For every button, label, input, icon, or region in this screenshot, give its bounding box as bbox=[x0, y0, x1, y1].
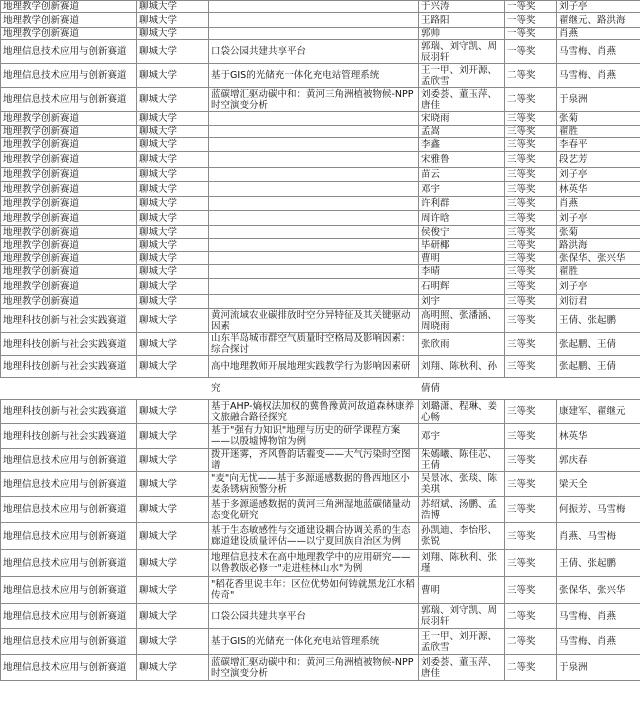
track-cell: 地理教学创新赛道 bbox=[1, 226, 137, 239]
table-row bbox=[1, 197, 640, 211]
award-level-cell: 三等奖 bbox=[505, 356, 557, 378]
project-title-cell: 高中地理教师开展地理实践教学行为影响因素研 bbox=[209, 356, 419, 378]
table-row bbox=[1, 577, 640, 604]
school-cell: 聊城大学 bbox=[137, 138, 209, 152]
table-row bbox=[1, 279, 640, 295]
track-cell: 地理科技创新与社会实践赛道 bbox=[1, 424, 137, 449]
award-level-cell: 三等奖 bbox=[505, 497, 557, 523]
award-level-cell: 三等奖 bbox=[505, 523, 557, 550]
advisor-cell: 何振芳、马雪梅 bbox=[557, 497, 640, 523]
members-cell: 于兴涛 bbox=[419, 1, 505, 13]
school-cell: 聊城大学 bbox=[137, 655, 209, 681]
school-cell: 聊城大学 bbox=[137, 88, 209, 112]
award-level-cell: 三等奖 bbox=[505, 138, 557, 152]
track-cell: 地理教学创新赛道 bbox=[1, 138, 137, 152]
award-level-cell: 三等奖 bbox=[505, 239, 557, 252]
track-cell: 地理信息技术应用与创新赛道 bbox=[1, 523, 137, 550]
members-cell: 倩倩 bbox=[419, 378, 505, 400]
advisor-cell: 刘子亭 bbox=[557, 279, 640, 295]
project-title-cell bbox=[209, 252, 419, 265]
project-title-cell: "麦"向无忧——基于多源遥感数据的鲁西地区小麦条锈病预警分析 bbox=[209, 472, 419, 497]
project-title-cell: 山东半岛城市群空气质量时空格局及影响因素：综合探讨 bbox=[209, 333, 419, 356]
table-row bbox=[1, 138, 640, 152]
advisor-cell: 刘子亭 bbox=[557, 211, 640, 226]
track-cell: 地理信息技术应用与创新赛道 bbox=[1, 604, 137, 629]
members-cell: 苏绍斌、汤鹏、孟浩博 bbox=[419, 497, 505, 523]
project-title-cell: 拨开迷雾，齐风鲁韵话霾变——大气污染时空图谱 bbox=[209, 449, 419, 472]
table-row bbox=[1, 182, 640, 197]
members-cell: 李鑫 bbox=[419, 138, 505, 152]
table-row bbox=[1, 168, 640, 182]
table-row bbox=[1, 13, 640, 28]
table-row bbox=[1, 1, 640, 13]
award-level-cell: 三等奖 bbox=[505, 152, 557, 168]
school-cell bbox=[137, 378, 209, 400]
school-cell: 聊城大学 bbox=[137, 333, 209, 356]
members-cell: 侯俊宁 bbox=[419, 226, 505, 239]
project-title-cell bbox=[209, 13, 419, 28]
track-cell: 地理科技创新与社会实践赛道 bbox=[1, 400, 137, 424]
project-title-cell: 基于GIS的光储充一体化充电站管理系统 bbox=[209, 629, 419, 655]
table-row bbox=[1, 252, 640, 265]
award-level-cell: 三等奖 bbox=[505, 309, 557, 333]
school-cell: 聊城大学 bbox=[137, 40, 209, 64]
track-cell: 地理信息技术应用与创新赛道 bbox=[1, 64, 137, 88]
members-cell: 孙凯迪、李怡彤、张锐 bbox=[419, 523, 505, 550]
award-level-cell: 三等奖 bbox=[505, 112, 557, 126]
school-cell: 聊城大学 bbox=[137, 309, 209, 333]
advisor-cell: 肖燕 bbox=[557, 197, 640, 211]
track-cell: 地理信息技术应用与创新赛道 bbox=[1, 550, 137, 577]
advisor-cell: 林英华 bbox=[557, 182, 640, 197]
advisor-cell: 于泉洲 bbox=[557, 655, 640, 681]
advisor-cell: 马雪梅、肖燕 bbox=[557, 604, 640, 629]
project-title-cell bbox=[209, 28, 419, 40]
award-level-cell: 二等奖 bbox=[505, 604, 557, 629]
table-row bbox=[1, 629, 640, 655]
members-cell: 曹明 bbox=[419, 577, 505, 604]
track-cell: 地理教学创新赛道 bbox=[1, 152, 137, 168]
table-row bbox=[1, 64, 640, 88]
track-cell: 地理信息技术应用与创新赛道 bbox=[1, 577, 137, 604]
track-cell: 地理教学创新赛道 bbox=[1, 239, 137, 252]
project-title-cell: 基于AHP-熵权法加权的冀鲁豫黄河故道森林康养文旅融合路径探究 bbox=[209, 400, 419, 424]
school-cell: 聊城大学 bbox=[137, 13, 209, 28]
advisor-cell: 张保华、张兴华 bbox=[557, 577, 640, 604]
award-level-cell: 三等奖 bbox=[505, 550, 557, 577]
members-cell: 郭瑞、刘守凯、周辰羽轩 bbox=[419, 604, 505, 629]
members-cell: 孟嵩 bbox=[419, 126, 505, 138]
award-level-cell bbox=[505, 378, 557, 400]
school-cell: 聊城大学 bbox=[137, 182, 209, 197]
award-level-cell: 一等奖 bbox=[505, 1, 557, 13]
award-level-cell: 三等奖 bbox=[505, 449, 557, 472]
project-title-cell bbox=[209, 197, 419, 211]
award-level-cell: 一等奖 bbox=[505, 28, 557, 40]
track-cell: 地理科技创新与社会实践赛道 bbox=[1, 356, 137, 378]
project-title-cell: "稻花香里说丰年：区位优势如何铸就黑龙江水稻传奇" bbox=[209, 577, 419, 604]
award-level-cell: 三等奖 bbox=[505, 472, 557, 497]
table-row bbox=[1, 523, 640, 550]
track-cell: 地理信息技术应用与创新赛道 bbox=[1, 629, 137, 655]
table-row bbox=[1, 295, 640, 309]
school-cell: 聊城大学 bbox=[137, 550, 209, 577]
award-level-cell: 三等奖 bbox=[505, 577, 557, 604]
members-cell: 石明辉 bbox=[419, 279, 505, 295]
table-row bbox=[1, 378, 640, 400]
award-level-cell: 三等奖 bbox=[505, 333, 557, 356]
members-cell: 李晴 bbox=[419, 265, 505, 279]
members-cell: 刘翔、陈秋利、张瑾 bbox=[419, 550, 505, 577]
advisor-cell: 肖燕 bbox=[557, 28, 640, 40]
school-cell: 聊城大学 bbox=[137, 497, 209, 523]
track-cell: 地理信息技术应用与创新赛道 bbox=[1, 88, 137, 112]
track-cell: 地理教学创新赛道 bbox=[1, 182, 137, 197]
table-row bbox=[1, 497, 640, 523]
members-cell: 苗云 bbox=[419, 168, 505, 182]
members-cell: 曹明 bbox=[419, 252, 505, 265]
award-level-cell: 三等奖 bbox=[505, 400, 557, 424]
table-row bbox=[1, 400, 640, 424]
advisor-cell: 郭庆春 bbox=[557, 449, 640, 472]
table-row bbox=[1, 472, 640, 497]
track-cell: 地理教学创新赛道 bbox=[1, 211, 137, 226]
award-level-cell: 三等奖 bbox=[505, 265, 557, 279]
members-cell: 邓宇 bbox=[419, 182, 505, 197]
track-cell: 地理教学创新赛道 bbox=[1, 13, 137, 28]
track-cell: 地理教学创新赛道 bbox=[1, 279, 137, 295]
members-cell: 周许晗 bbox=[419, 211, 505, 226]
members-cell: 许利群 bbox=[419, 197, 505, 211]
advisor-cell: 张起鹏、王倩 bbox=[557, 333, 640, 356]
project-title-cell: 基于多源遥感数据的黄河三角洲湿地蓝碳储量动态变化研究 bbox=[209, 497, 419, 523]
school-cell: 聊城大学 bbox=[137, 400, 209, 424]
school-cell: 聊城大学 bbox=[137, 577, 209, 604]
award-level-cell: 三等奖 bbox=[505, 424, 557, 449]
table-row bbox=[1, 449, 640, 472]
school-cell: 聊城大学 bbox=[137, 112, 209, 126]
project-title-cell: 基于生态敏感性与交通建设耦合协调关系的生态廊道建设质量评估——以宁夏回族自治区为例 bbox=[209, 523, 419, 550]
advisor-cell: 翟胜 bbox=[557, 126, 640, 138]
track-cell: 地理教学创新赛道 bbox=[1, 197, 137, 211]
project-title-cell bbox=[209, 138, 419, 152]
members-cell: 郭瑞、刘守凯、周辰羽轩 bbox=[419, 40, 505, 64]
project-title-cell: 黄河流域农业碳排放时空分异特征及其关键驱动因素 bbox=[209, 309, 419, 333]
award-level-cell: 三等奖 bbox=[505, 226, 557, 239]
members-cell: 吴景冰、张琰、陈美琪 bbox=[419, 472, 505, 497]
project-title-cell bbox=[209, 1, 419, 13]
track-cell: 地理信息技术应用与创新赛道 bbox=[1, 497, 137, 523]
members-cell: 刘璐潇、程琳、姜心畅 bbox=[419, 400, 505, 424]
project-title-cell: 口袋公园共建共享平台 bbox=[209, 40, 419, 64]
table-row bbox=[1, 152, 640, 168]
award-level-cell: 三等奖 bbox=[505, 295, 557, 309]
table-row bbox=[1, 239, 640, 252]
school-cell: 聊城大学 bbox=[137, 226, 209, 239]
advisor-cell: 马雪梅、肖燕 bbox=[557, 64, 640, 88]
project-title-cell bbox=[209, 168, 419, 182]
members-cell: 高明照、张潘涵、周晓雨 bbox=[419, 309, 505, 333]
advisor-cell: 梁天全 bbox=[557, 472, 640, 497]
advisor-cell: 路洪海 bbox=[557, 239, 640, 252]
table-row bbox=[1, 211, 640, 226]
project-title-cell bbox=[209, 226, 419, 239]
project-title-cell bbox=[209, 265, 419, 279]
project-title-cell bbox=[209, 295, 419, 309]
members-cell: 朱嫣曦、陈佳芯、王倩 bbox=[419, 449, 505, 472]
advisor-cell: 段艺芳 bbox=[557, 152, 640, 168]
project-title-cell: 究 bbox=[209, 378, 419, 400]
award-level-cell: 二等奖 bbox=[505, 629, 557, 655]
award-level-cell: 三等奖 bbox=[505, 182, 557, 197]
members-cell: 宋雅鲁 bbox=[419, 152, 505, 168]
school-cell: 聊城大学 bbox=[137, 239, 209, 252]
school-cell: 聊城大学 bbox=[137, 168, 209, 182]
members-cell: 刘翔、陈秋利、孙 bbox=[419, 356, 505, 378]
table-row bbox=[1, 112, 640, 126]
advisor-cell: 林英华 bbox=[557, 424, 640, 449]
advisor-cell: 张菊 bbox=[557, 226, 640, 239]
school-cell: 聊城大学 bbox=[137, 126, 209, 138]
advisor-cell: 马雪梅、肖燕 bbox=[557, 40, 640, 64]
school-cell: 聊城大学 bbox=[137, 604, 209, 629]
project-title-cell bbox=[209, 211, 419, 226]
members-cell: 邓宇 bbox=[419, 424, 505, 449]
members-cell: 刘委荟、董玉萍、唐佳 bbox=[419, 88, 505, 112]
advisor-cell: 肖燕、马雪梅 bbox=[557, 523, 640, 550]
project-title-cell bbox=[209, 239, 419, 252]
track-cell: 地理科技创新与社会实践赛道 bbox=[1, 333, 137, 356]
advisor-cell: 翟继元、路洪海 bbox=[557, 13, 640, 28]
members-cell: 王路阳 bbox=[419, 13, 505, 28]
project-title-cell bbox=[209, 152, 419, 168]
award-level-cell: 三等奖 bbox=[505, 126, 557, 138]
table-row bbox=[1, 333, 640, 356]
table-row bbox=[1, 655, 640, 681]
table-row bbox=[1, 126, 640, 138]
table-row bbox=[1, 265, 640, 279]
award-level-cell: 一等奖 bbox=[505, 13, 557, 28]
award-level-cell: 二等奖 bbox=[505, 88, 557, 112]
members-cell: 刘宇 bbox=[419, 295, 505, 309]
table-row bbox=[1, 550, 640, 577]
members-cell: 宋晓雨 bbox=[419, 112, 505, 126]
school-cell: 聊城大学 bbox=[137, 197, 209, 211]
school-cell: 聊城大学 bbox=[137, 295, 209, 309]
table-row bbox=[1, 88, 640, 112]
members-cell: 郭帅 bbox=[419, 28, 505, 40]
table-row bbox=[1, 356, 640, 378]
track-cell: 地理教学创新赛道 bbox=[1, 265, 137, 279]
advisor-cell: 刘子亭 bbox=[557, 168, 640, 182]
award-level-cell: 二等奖 bbox=[505, 64, 557, 88]
advisor-cell: 翟胜 bbox=[557, 265, 640, 279]
award-level-cell: 三等奖 bbox=[505, 279, 557, 295]
school-cell: 聊城大学 bbox=[137, 472, 209, 497]
advisor-cell: 康建军、翟继元 bbox=[557, 400, 640, 424]
school-cell: 聊城大学 bbox=[137, 279, 209, 295]
project-title-cell: 基于GIS的光储充一体化充电站管理系统 bbox=[209, 64, 419, 88]
project-title-cell: 基于"强有力知识"地理与历史的研学课程方案——以殷墟博物馆为例 bbox=[209, 424, 419, 449]
advisor-cell: 李春平 bbox=[557, 138, 640, 152]
advisor-cell: 王倩、张起鹏 bbox=[557, 550, 640, 577]
track-cell: 地理信息技术应用与创新赛道 bbox=[1, 449, 137, 472]
award-level-cell: 一等奖 bbox=[505, 40, 557, 64]
award-level-cell: 二等奖 bbox=[505, 655, 557, 681]
school-cell: 聊城大学 bbox=[137, 152, 209, 168]
project-title-cell bbox=[209, 182, 419, 197]
advisor-cell: 马雪梅、肖燕 bbox=[557, 629, 640, 655]
track-cell: 地理信息技术应用与创新赛道 bbox=[1, 472, 137, 497]
track-cell: 地理科技创新与社会实践赛道 bbox=[1, 309, 137, 333]
school-cell: 聊城大学 bbox=[137, 265, 209, 279]
awards-table-body bbox=[1, 1, 640, 681]
school-cell: 聊城大学 bbox=[137, 356, 209, 378]
project-title-cell: 口袋公园共建共享平台 bbox=[209, 604, 419, 629]
members-cell: 张欣雨 bbox=[419, 333, 505, 356]
track-cell bbox=[1, 378, 137, 400]
award-level-cell: 三等奖 bbox=[505, 168, 557, 182]
track-cell: 地理教学创新赛道 bbox=[1, 126, 137, 138]
members-cell: 王一甲、刘开源、孟欣雪 bbox=[419, 64, 505, 88]
advisor-cell: 张菊 bbox=[557, 112, 640, 126]
table-row bbox=[1, 604, 640, 629]
school-cell: 聊城大学 bbox=[137, 523, 209, 550]
school-cell: 聊城大学 bbox=[137, 28, 209, 40]
advisor-cell: 张保华、张兴华 bbox=[557, 252, 640, 265]
advisor-cell: 刘子亭 bbox=[557, 1, 640, 13]
school-cell: 聊城大学 bbox=[137, 449, 209, 472]
advisor-cell bbox=[557, 378, 640, 400]
school-cell: 聊城大学 bbox=[137, 252, 209, 265]
members-cell: 毕研椰 bbox=[419, 239, 505, 252]
track-cell: 地理信息技术应用与创新赛道 bbox=[1, 655, 137, 681]
project-title-cell bbox=[209, 112, 419, 126]
school-cell: 聊城大学 bbox=[137, 1, 209, 13]
advisor-cell: 张起鹏、王倩 bbox=[557, 356, 640, 378]
award-level-cell: 三等奖 bbox=[505, 211, 557, 226]
members-cell: 王一甲、刘开源、孟欣雪 bbox=[419, 629, 505, 655]
track-cell: 地理教学创新赛道 bbox=[1, 168, 137, 182]
track-cell: 地理教学创新赛道 bbox=[1, 252, 137, 265]
school-cell: 聊城大学 bbox=[137, 424, 209, 449]
project-title-cell: 地理信息技术在高中地理教学中的应用研究——以鲁教版必修一"走进桂林山水"为例 bbox=[209, 550, 419, 577]
members-cell: 刘委荟、董玉萍、唐佳 bbox=[419, 655, 505, 681]
track-cell: 地理教学创新赛道 bbox=[1, 295, 137, 309]
track-cell: 地理教学创新赛道 bbox=[1, 1, 137, 13]
project-title-cell: 蓝碳增汇驱动碳中和：黄河三角洲植被物候-NPP时空演变分析 bbox=[209, 655, 419, 681]
table-row bbox=[1, 424, 640, 449]
advisor-cell: 王倩、张起鹏 bbox=[557, 309, 640, 333]
track-cell: 地理信息技术应用与创新赛道 bbox=[1, 40, 137, 64]
table-row bbox=[1, 40, 640, 64]
table-row bbox=[1, 28, 640, 40]
advisor-cell: 于泉洲 bbox=[557, 88, 640, 112]
track-cell: 地理教学创新赛道 bbox=[1, 112, 137, 126]
school-cell: 聊城大学 bbox=[137, 64, 209, 88]
table-row bbox=[1, 226, 640, 239]
project-title-cell: 蓝碳增汇驱动碳中和：黄河三角洲植被物候-NPP时空演变分析 bbox=[209, 88, 419, 112]
advisor-cell: 刘衍君 bbox=[557, 295, 640, 309]
school-cell: 聊城大学 bbox=[137, 629, 209, 655]
award-level-cell: 三等奖 bbox=[505, 197, 557, 211]
school-cell: 聊城大学 bbox=[137, 211, 209, 226]
track-cell: 地理教学创新赛道 bbox=[1, 28, 137, 40]
award-level-cell: 三等奖 bbox=[505, 252, 557, 265]
project-title-cell bbox=[209, 126, 419, 138]
table-row bbox=[1, 309, 640, 333]
project-title-cell bbox=[209, 279, 419, 295]
